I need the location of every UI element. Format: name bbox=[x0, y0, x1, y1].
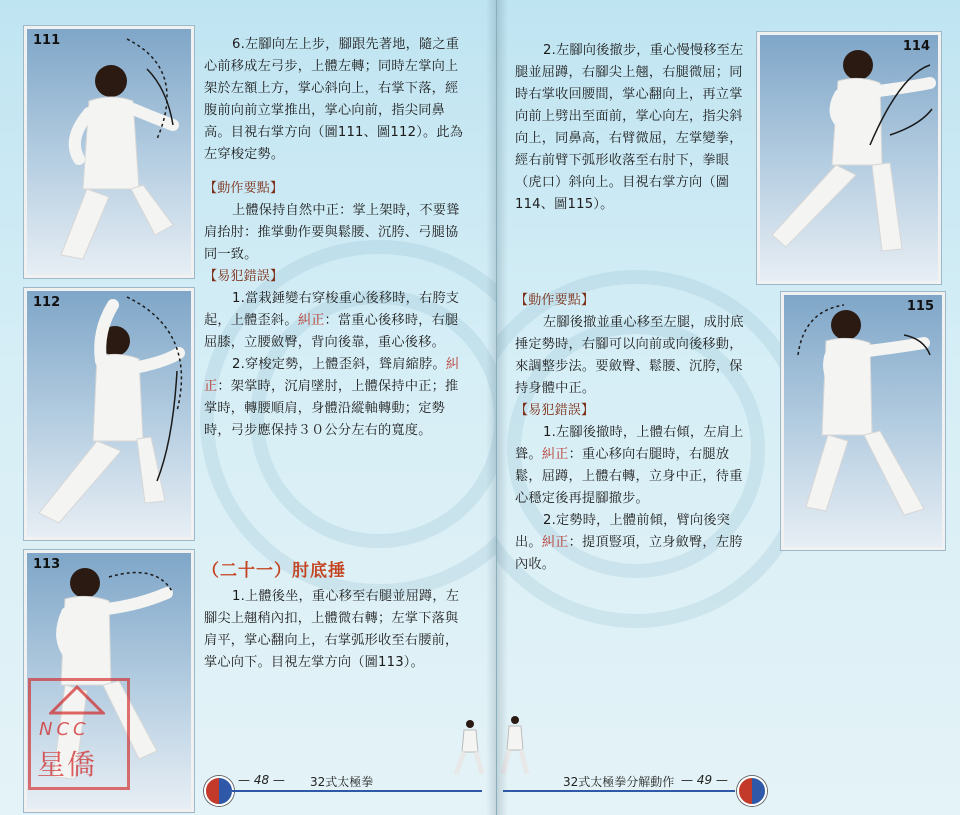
figure-number: 114 bbox=[902, 39, 930, 54]
right-text-column bbox=[515, 40, 751, 216]
error-item: 1.左腳後撤時，上體右傾，左肩上聳。糾正：重心移向右腿時，右腿放鬆，屈蹲，上體右轉，立身中正，待重心穩定後再提腳撤步。 bbox=[515, 425, 744, 506]
key-points-heading: 【動作要點】 bbox=[515, 293, 595, 308]
instruction-paragraph: 1.上體後坐，重心移至右腿並屈蹲，左腳尖上翹稍內扣，上體微右轉；左掌下落與肩平，掌心翻向上，右掌弧形收至右腰前，掌心向下。目視左掌方向（圖113）。 bbox=[204, 589, 460, 670]
running-head: 32式太極拳 bbox=[310, 775, 374, 789]
figure-number: 115 bbox=[906, 299, 934, 314]
figure-number: 112 bbox=[33, 295, 61, 310]
page-number: — 49 — bbox=[681, 773, 728, 787]
key-points-text: 上體保持自然中正：掌上架時，不要聳肩抬肘：推掌動作要與鬆腰、沉胯、弓腿協同一致。 bbox=[204, 203, 460, 262]
taichi-figure-illustration bbox=[784, 295, 942, 547]
figure-number: 111 bbox=[33, 33, 61, 48]
key-points-heading: 【動作要點】 bbox=[204, 181, 284, 196]
error-item: 2.定勢時，上體前傾，臂向後突出。糾正：提頂豎項，立身斂臀，左胯內收。 bbox=[515, 513, 743, 572]
yinyang-icon bbox=[737, 776, 767, 806]
left-text-column bbox=[204, 34, 470, 442]
errors-heading: 【易犯錯誤】 bbox=[204, 269, 284, 284]
taichi-figure-illustration bbox=[27, 29, 191, 275]
triangle-icon bbox=[49, 685, 105, 715]
figure-photo-112 bbox=[24, 288, 194, 540]
yinyang-icon bbox=[204, 776, 234, 806]
footer-rule bbox=[503, 790, 735, 792]
running-head: 32式太極拳分解動作 bbox=[563, 775, 675, 789]
figure-number: 113 bbox=[33, 557, 61, 572]
ncc-watermark-stamp bbox=[28, 678, 130, 790]
right-text-column-2 bbox=[515, 290, 751, 576]
instruction-paragraph: 6.左腳向左上步，腳跟先著地，隨之重心前移成左弓步，上體左轉；同時左掌向上架於左額上方，掌心斜向上，右掌下落，經腹前向前立掌推出，掌心向前，指尖同鼻高。目視右掌方向（圖111、圖112）。此為左穿梭定勢。 bbox=[204, 37, 464, 162]
figure-photo-115 bbox=[781, 292, 945, 550]
instruction-paragraph: 2.左腳向後撤步，重心慢慢移至左腿並屈蹲，右腳尖上翹，右腿微屈；同時右掌收回腰間，掌心翻向上，再立掌向前上劈出至面前，掌心向左，指尖斜向上，同鼻高，右臂微屈，左掌變拳，經右前臂下弧形收落至右肘下，拳眼（虎口）斜向上。目視右掌方向（圖114、圖115）。 bbox=[515, 43, 744, 212]
correction-label: 糾正 bbox=[541, 447, 569, 462]
book-gutter bbox=[486, 0, 508, 815]
correction-label: 糾正 bbox=[297, 313, 325, 328]
errors-heading: 【易犯錯誤】 bbox=[515, 403, 595, 418]
taichi-figure-illustration bbox=[760, 35, 938, 281]
stamp-text: NCC bbox=[39, 719, 90, 740]
figure-photo-111 bbox=[24, 26, 194, 278]
correction-label: 糾正 bbox=[541, 535, 569, 550]
footer-rule bbox=[232, 790, 482, 792]
figure-photo-114 bbox=[757, 32, 941, 284]
correction-label: 糾正 bbox=[204, 357, 460, 394]
taichi-figure-illustration bbox=[27, 291, 191, 537]
left-text-column-2 bbox=[204, 586, 470, 674]
error-item: 1.當栽錘變右穿梭重心後移時，右胯支起，上體歪斜。糾正：當重心後移時，右腿屈膝，立腰斂臀，背向後靠，重心後移。 bbox=[204, 291, 460, 350]
error-item: 2.穿梭定勢，上體歪斜，聳肩縮脖。糾正：架掌時，沉肩墜肘，上體保持中正；推掌時，轉腰順肩，身體沿縱軸轉動；定勢時，弓步應保持３０公分左右的寬度。 bbox=[204, 357, 460, 438]
key-points-text: 左腳後撤並重心移至左腿，成肘底捶定勢時，右腳可以向前或向後移動，來調整步法。要斂臀、鬆腰、沉胯，保持身體中正。 bbox=[515, 315, 744, 396]
section-title: （二十一）肘底捶 bbox=[202, 561, 346, 581]
stamp-text: 星僑 bbox=[37, 748, 98, 781]
page-number: — 48 — bbox=[238, 773, 285, 787]
right-page bbox=[497, 0, 960, 815]
